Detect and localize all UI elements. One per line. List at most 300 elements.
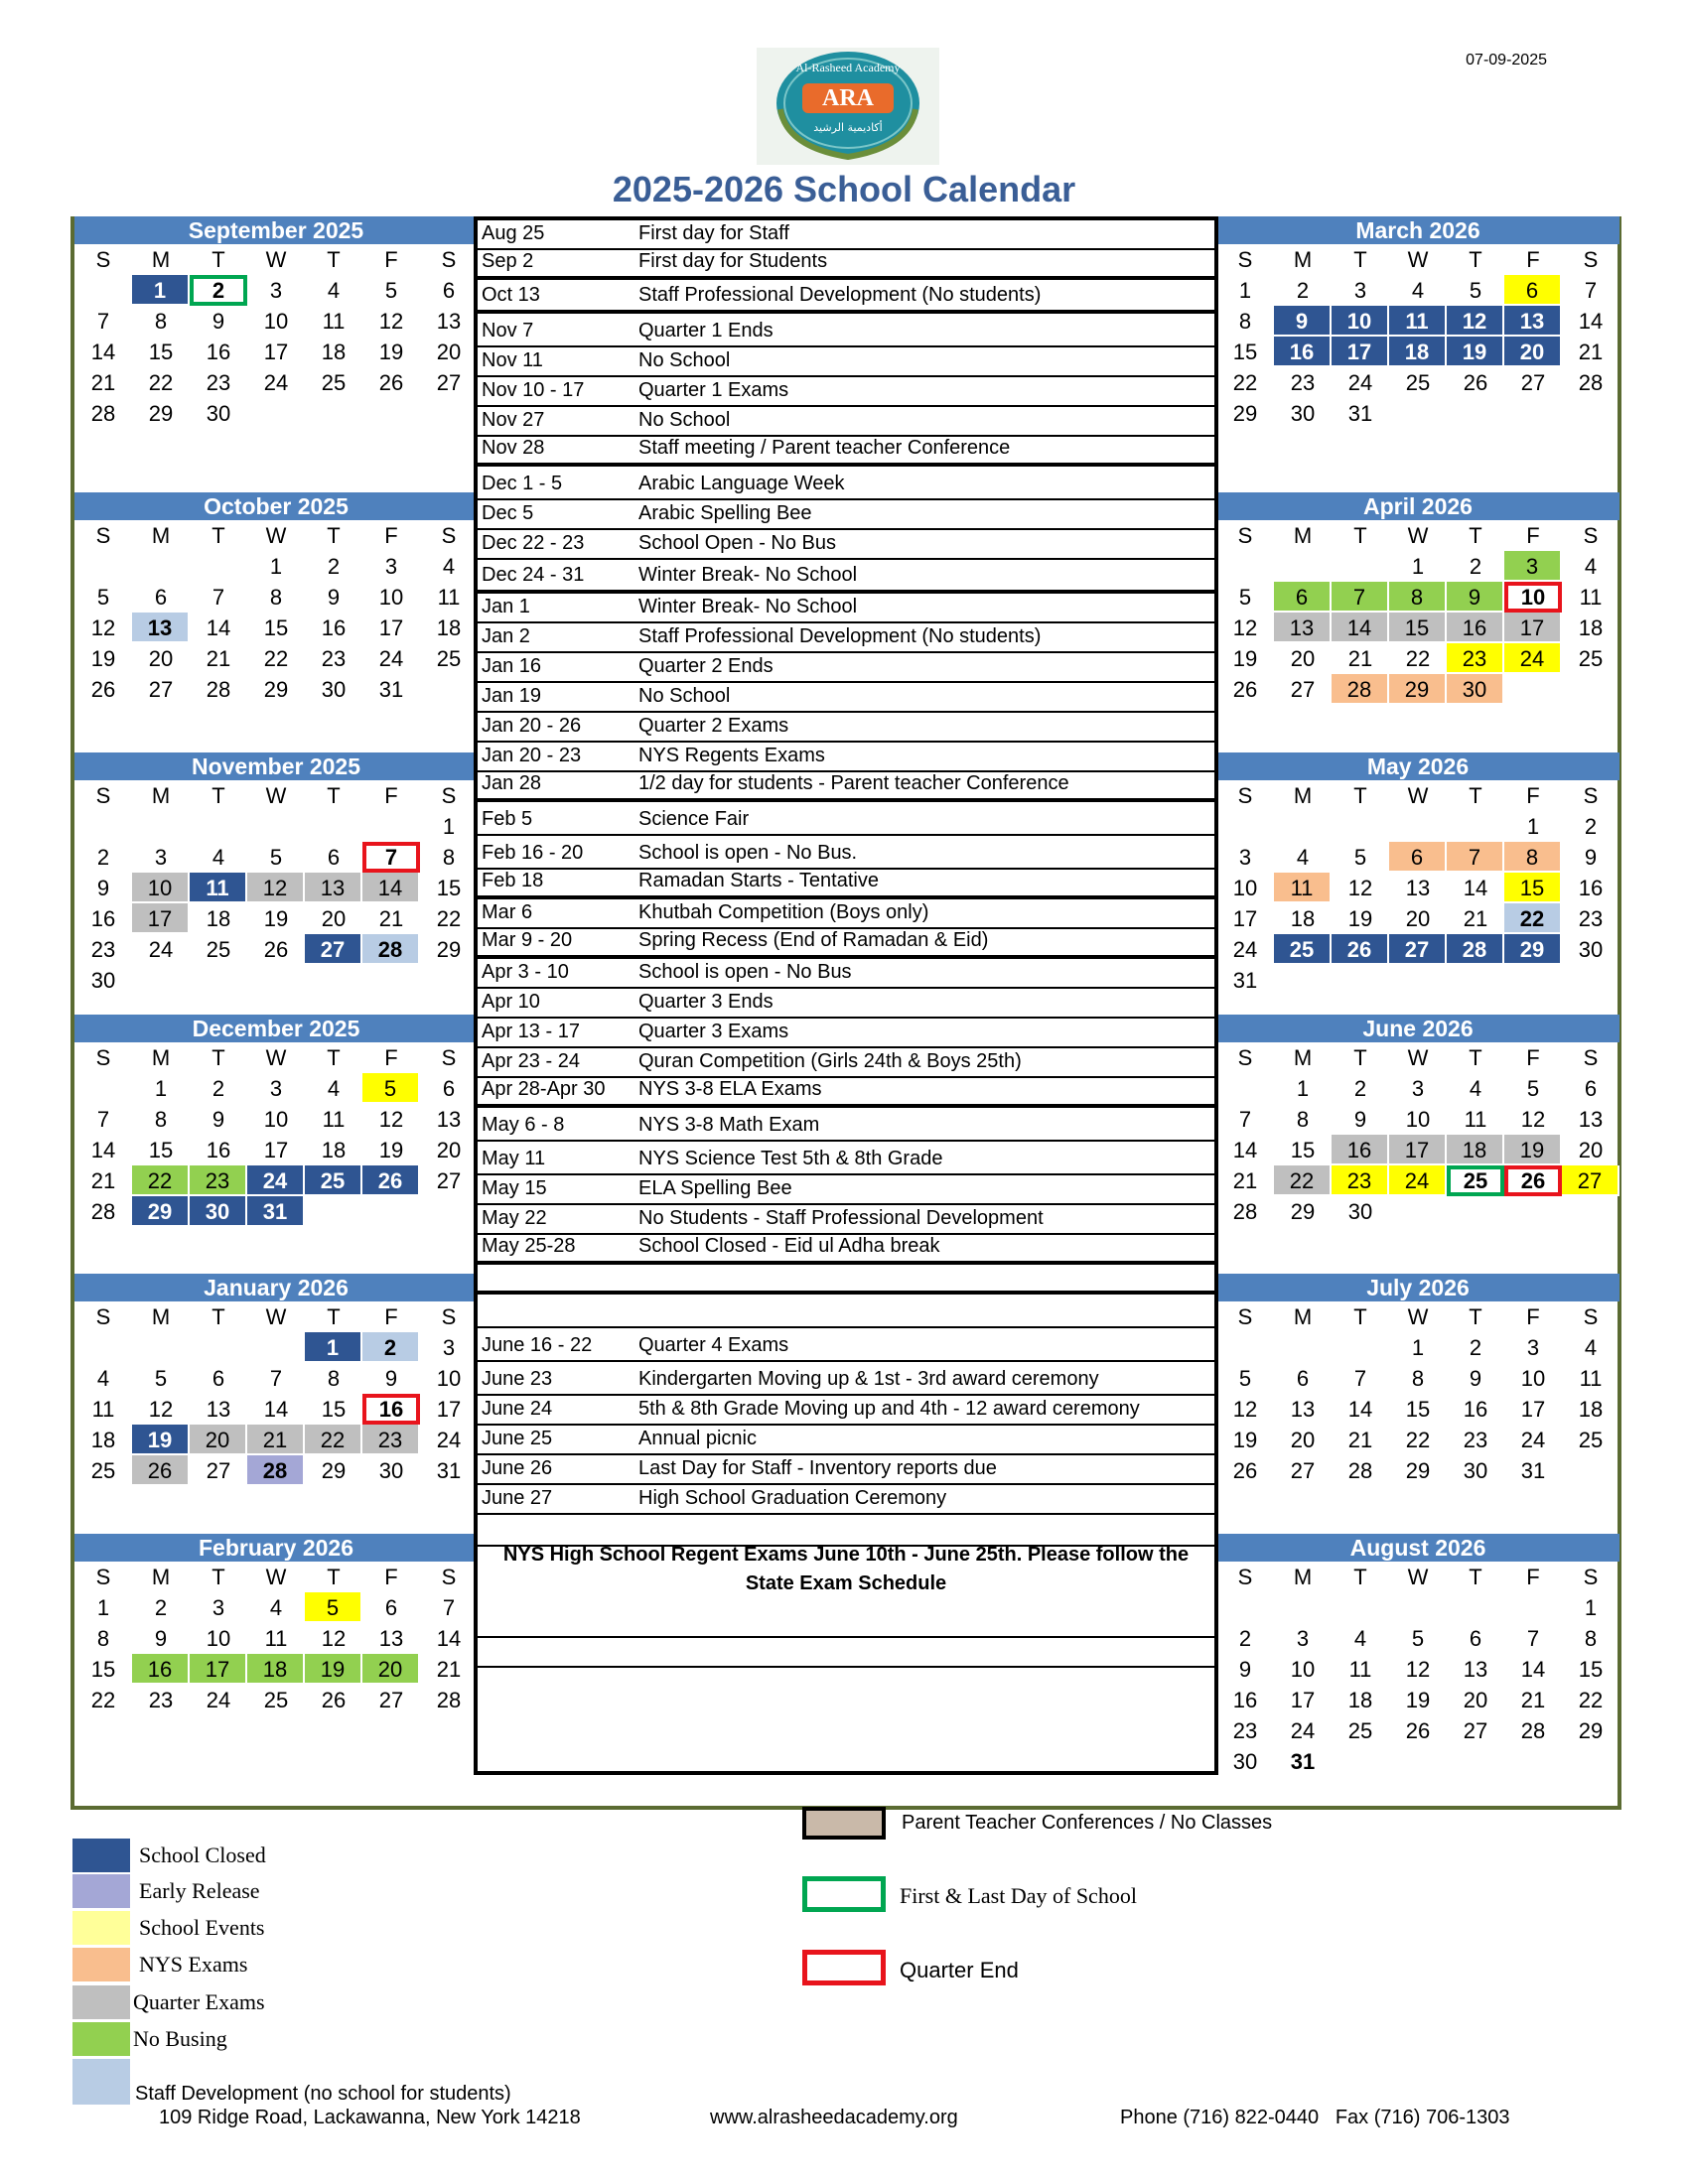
calendar-day: 8 [327,1366,341,1391]
weekday-label: F [1526,523,1540,548]
event-description: No Students - Staff Professional Development [638,1207,1044,1229]
calendar-day: 11 [91,1397,115,1422]
calendar-day: 24 [263,370,289,395]
calendar-day: 20 [1290,1428,1316,1452]
event-row [478,836,1214,870]
calendar-day: 8 [1238,309,1252,334]
event-row [478,1455,1214,1485]
calendar-day: 3 [1353,278,1367,303]
event-description: Spring Recess (End of Ramadan & Eid) [638,929,989,951]
calendar-day: 29 [1290,1199,1316,1224]
calendar-day: 9 [327,585,341,610]
calendar-day: 27 [436,1168,462,1193]
empty-day [1447,811,1504,842]
calendar-day: 12 [1232,1397,1258,1422]
event-row [478,560,1214,594]
calendar-day: 6 [1296,1366,1310,1391]
weekday-label: F [1526,247,1540,272]
weekday-label: S [95,247,111,272]
calendar-day: 26 [1232,1458,1258,1483]
event-row-blank [478,1608,1214,1638]
calendar-day: 14 [90,340,116,364]
month-title: August 2026 [1216,1534,1619,1562]
calendar-day: 26 [321,1688,347,1712]
calendar-day: 27 [436,370,462,395]
empty-day [74,811,132,842]
weekday-label: S [1583,247,1599,272]
event-row [478,1328,1214,1362]
calendar-day: 1 [1296,1076,1310,1101]
month-october-2025 [74,492,478,705]
event-row [478,772,1214,802]
calendar-day: 12 [148,1397,174,1422]
weekday-label: S [1583,1304,1599,1329]
weekday-label: T [211,1565,225,1589]
calendar-day: 9 [384,1366,398,1391]
empty-day [74,1073,132,1104]
calendar-day: 9 [1274,306,1332,337]
weekday-label: T [1469,1045,1482,1070]
calendar-day: 9 [1469,1366,1482,1391]
calendar-day: 14 [1332,613,1389,643]
event-date: Jan 19 [482,685,542,707]
event-row [478,959,1214,989]
calendar-day: 18 [1447,1135,1504,1165]
legend-swatch [72,1911,130,1945]
legend-swatch [72,1874,130,1908]
calendar-day: 10 [378,585,404,610]
calendar-day: 7 [442,1595,456,1620]
calendar-day: 6 [442,278,456,303]
calendar-day: 25 [263,1688,289,1712]
calendar-day: 11 [322,1107,346,1132]
calendar-day: 5 [1238,1366,1252,1391]
calendar-day: 30 [1578,937,1604,962]
month-grid [74,244,478,429]
calendar-day: 6 [1389,842,1447,873]
month-title: April 2026 [1216,492,1619,520]
calendar-day: 22 [1232,370,1258,395]
calendar-day: 22 [1405,1428,1431,1452]
legend-swatch [72,1839,130,1872]
calendar-day: 9 [1353,1107,1367,1132]
calendar-day: 8 [1504,842,1562,873]
event-description: Staff meeting / Parent teacher Conference [638,437,1011,459]
calendar-day: 2 [1296,278,1310,303]
calendar-day: 6 [1274,582,1332,613]
calendar-day: 30 [1447,674,1504,705]
calendar-day: 1 [1238,278,1252,303]
calendar-day: 13 [132,613,190,643]
calendar-day: 3 [1504,551,1562,582]
weekday-label: T [327,523,341,548]
calendar-day: 18 [247,1654,305,1685]
weekday-label: F [384,1304,398,1329]
calendar-day: 17 [1504,613,1562,643]
calendar-day: 2 [1584,814,1598,839]
calendar-day: 14 [263,1397,289,1422]
calendar-day: 20 [1290,646,1316,671]
calendar-day: 21 [90,370,116,395]
empty-day [1216,1332,1274,1363]
event-date: Mar 9 - 20 [482,929,573,951]
calendar-day: 30 [190,1196,247,1227]
weekday-label: T [211,523,225,548]
empty-day [362,811,420,842]
month-march-2026 [1216,216,1619,429]
calendar-day: 14 [362,873,420,903]
calendar-day: 27 [1290,677,1316,702]
event-description: School is open - No Bus. [638,842,858,864]
empty-day [1504,1592,1562,1623]
calendar-day: 10 [1520,1366,1546,1391]
event-description: Arabic Spelling Bee [638,502,812,524]
calendar-day: 6 [1504,275,1562,306]
weekday-label: S [95,1304,111,1329]
calendar-day: 29 [321,1458,347,1483]
calendar-day: 2 [1353,1076,1367,1101]
empty-day [1216,551,1274,582]
empty-day [74,1332,132,1363]
calendar-day: 10 [263,1107,289,1132]
calendar-day: 4 [1411,278,1425,303]
weekday-label: S [441,1565,457,1589]
calendar-day: 28 [362,934,420,965]
weekday-label: W [1407,783,1429,808]
calendar-day: 14 [1347,1397,1373,1422]
month-grid [74,520,478,705]
event-description: Arabic Language Week [638,473,845,494]
footer-address: 109 Ridge Road, Lackawanna, New York 14218 [159,2107,581,2128]
weekday-label: T [1353,1304,1367,1329]
event-description: NYS Science Test 5th & 8th Grade [638,1148,943,1169]
calendar-day: 15 [148,340,174,364]
calendar-day: 11 [1579,585,1603,610]
calendar-day: 23 [90,937,116,962]
event-row [478,347,1214,377]
weekday-label: S [95,1565,111,1589]
calendar-day: 20 [321,906,347,931]
empty-day [247,1332,305,1363]
month-february-2026 [74,1534,478,1715]
calendar-day: 28 [1232,1199,1258,1224]
calendar-day: 29 [132,1196,190,1227]
calendar-day: 4 [327,278,341,303]
event-row [478,1485,1214,1515]
event-description: School Open - No Bus [638,532,836,554]
event-row-blank [478,1638,1214,1668]
calendar-day: 2 [211,1076,225,1101]
month-title: May 2026 [1216,752,1619,780]
calendar-day: 16 [321,615,347,640]
calendar-day: 23 [148,1688,174,1712]
weekday-label: S [1583,783,1599,808]
calendar-day: 22 [1405,646,1431,671]
calendar-day: 1 [1526,814,1540,839]
calendar-day: 9 [96,876,110,900]
calendar-day: 13 [305,873,362,903]
weekday-label: T [211,783,225,808]
event-date: Dec 1 - 5 [482,473,563,494]
weekday-label: M [1293,247,1313,272]
event-description: Ramadan Starts - Tentative [638,870,879,891]
calendar-day: 30 [206,401,231,426]
calendar-day: 13 [1504,306,1562,337]
calendar-day: 24 [1389,1165,1447,1196]
calendar-day: 3 [211,1595,225,1620]
calendar-day: 4 [1469,1076,1482,1101]
calendar-day: 20 [436,340,462,364]
event-date: Nov 28 [482,437,545,459]
event-date: Dec 24 - 31 [482,564,585,586]
event-row [478,1205,1214,1235]
event-date: Aug 25 [482,222,545,244]
legend-label: NYS Exams [139,1952,248,1977]
weekday-label: T [211,247,225,272]
calendar-day: 19 [90,646,116,671]
month-grid [1216,1042,1619,1227]
calendar-day: 14 [1232,1138,1258,1162]
calendar-day: 1 [1411,554,1425,579]
calendar-day: 24 [206,1688,231,1712]
month-august-2026 [1216,1534,1619,1777]
calendar-day: 5 [1469,278,1482,303]
footer-phone-fax: Phone (716) 822-0440 Fax (716) 706-1303 [1120,2107,1510,2128]
empty-day [1274,551,1332,582]
calendar-day: 17 [132,903,190,934]
calendar-day: 10 [1290,1657,1316,1682]
calendar-day: 12 [321,1626,347,1651]
event-date: June 16 - 22 [482,1334,593,1356]
calendar-day: 22 [263,646,289,671]
calendar-day: 22 [1578,1688,1604,1712]
calendar-day: 16 [206,1138,231,1162]
calendar-day: 31 [1347,401,1373,426]
calendar-day: 29 [263,677,289,702]
calendar-day: 21 [378,906,404,931]
calendar-day: 24 [1504,643,1562,674]
weekday-label: W [265,247,287,272]
event-date: Apr 23 - 24 [482,1050,580,1072]
event-row [478,1078,1214,1108]
calendar-day: 31 [247,1196,305,1227]
calendar-day: 7 [211,585,225,610]
calendar-day: 20 [190,1425,247,1455]
calendar-day: 19 [1405,1688,1431,1712]
calendar-day: 19 [378,1138,404,1162]
weekday-label: S [441,783,457,808]
calendar-day: 25 [1447,1165,1504,1196]
calendar-day: 5 [1238,585,1252,610]
event-date: Nov 27 [482,409,545,431]
event-description: No School [638,409,731,431]
event-date: June 23 [482,1368,553,1390]
weekday-label: F [1526,1304,1540,1329]
calendar-day: 7 [1447,842,1504,873]
weekday-label: T [327,1045,341,1070]
weekday-label: F [1526,783,1540,808]
calendar-day: 10 [436,1366,462,1391]
calendar-day: 7 [362,842,420,873]
calendar-day: 2 [327,554,341,579]
event-date: Apr 10 [482,991,540,1013]
event-description: Quarter 1 Ends [638,320,774,341]
event-row [478,713,1214,743]
calendar-day: 15 [148,1138,174,1162]
empty-day [1447,1592,1504,1623]
calendar-day: 20 [436,1138,462,1162]
event-date: Jan 16 [482,655,542,677]
calendar-day: 29 [148,401,174,426]
calendar-day: 3 [269,278,283,303]
event-date: Feb 5 [482,808,533,830]
month-grid [1216,520,1619,705]
event-row [478,467,1214,500]
event-date: Nov 11 [482,349,543,371]
weekday-label: M [1293,783,1313,808]
revision-date: 07-09-2025 [1466,52,1547,68]
calendar-day: 9 [1447,582,1504,613]
calendar-day: 4 [269,1595,283,1620]
calendar-day: 25 [206,937,231,962]
calendar-day: 10 [206,1626,231,1651]
calendar-day: 18 [1578,1397,1604,1422]
weekday-label: S [95,783,111,808]
calendar-day: 7 [96,309,110,334]
calendar-day: 8 [269,585,283,610]
calendar-day: 12 [1405,1657,1431,1682]
calendar-day: 18 [206,906,231,931]
weekday-label: T [1469,247,1482,272]
weekday-label: M [151,1045,171,1070]
calendar-day: 11 [1579,1366,1603,1391]
event-description: School is open - No Bus [638,961,852,983]
weekday-label: W [265,1565,287,1589]
calendar-day: 21 [1232,1168,1258,1193]
calendar-day: 26 [362,1165,420,1196]
calendar-day: 26 [263,937,289,962]
weekday-label: F [384,1565,398,1589]
calendar-day: 12 [1232,615,1258,640]
event-date: Feb 18 [482,870,544,891]
calendar-day: 14 [206,615,231,640]
calendar-day: 13 [1290,1397,1316,1422]
event-row [478,1295,1214,1328]
calendar-day: 16 [1447,613,1504,643]
weekday-label: T [1353,523,1367,548]
calendar-day: 30 [90,968,116,993]
event-description: NYS Regents Exams [638,745,825,766]
event-date: Nov 10 - 17 [482,379,585,401]
calendar-day: 8 [1411,1366,1425,1391]
legend-swatch [72,2022,130,2056]
event-date: Feb 16 - 20 [482,842,584,864]
calendar-day: 4 [96,1366,110,1391]
calendar-day: 1 [132,275,190,306]
month-april-2026 [1216,492,1619,705]
ptc-key-label: Parent Teacher Conferences / No Classes [902,1812,1273,1834]
weekday-label: F [1526,1565,1540,1589]
calendar-day: 26 [1405,1718,1431,1743]
calendar-day: 13 [1274,613,1332,643]
calendar-day: 21 [1347,1428,1373,1452]
empty-day [1274,1592,1332,1623]
calendar-day: 5 [1353,845,1367,870]
calendar-day: 17 [263,340,289,364]
calendar-day: 19 [305,1654,362,1685]
calendar-day: 8 [154,1107,168,1132]
calendar-day: 5 [305,1592,362,1623]
calendar-day: 11 [1274,873,1332,903]
empty-day [132,811,190,842]
calendar-day: 4 [1296,845,1310,870]
event-description: Quarter 4 Exams [638,1334,789,1356]
month-title: September 2025 [74,216,478,244]
weekday-label: W [1407,1565,1429,1589]
calendar-day: 19 [378,340,404,364]
footer-website[interactable]: www.alrasheedacademy.org [710,2107,958,2128]
event-description: Quarter 1 Exams [638,379,789,401]
calendar-day: 24 [378,646,404,671]
event-date: Dec 22 - 23 [482,532,585,554]
calendar-day: 3 [154,845,168,870]
calendar-day: 6 [442,1076,456,1101]
calendar-day: 1 [154,1076,168,1101]
event-row [478,594,1214,623]
calendar-day: 13 [1405,876,1431,900]
calendar-day: 16 [132,1654,190,1685]
calendar-day: 29 [1578,1718,1604,1743]
empty-day [1332,1332,1389,1363]
empty-day [1389,1592,1447,1623]
calendar-day: 15 [1504,873,1562,903]
weekday-label: M [151,523,171,548]
calendar-day: 30 [1232,1749,1258,1774]
calendar-day: 17 [190,1654,247,1685]
event-description: NYS 3-8 ELA Exams [638,1078,822,1100]
month-title: June 2026 [1216,1015,1619,1042]
month-title: January 2026 [74,1274,478,1301]
calendar-day: 8 [1296,1107,1310,1132]
calendar-day: 21 [1347,646,1373,671]
first-last-key-label: First & Last Day of School [900,1883,1137,1908]
empty-day [1274,811,1332,842]
calendar-day: 17 [263,1138,289,1162]
calendar-day: 2 [190,275,247,306]
calendar-day: 20 [148,646,174,671]
event-date: Jan 28 [482,772,542,794]
calendar-day: 13 [436,309,462,334]
calendar-day: 17 [1520,1397,1546,1422]
event-row [478,1108,1214,1142]
calendar-day: 3 [1238,845,1252,870]
calendar-day: 25 [1578,646,1604,671]
weekday-label: T [327,783,341,808]
empty-day [1332,811,1389,842]
calendar-day: 11 [1348,1657,1372,1682]
calendar-day: 26 [1232,677,1258,702]
event-row [478,1396,1214,1426]
legend-label: School Closed [139,1843,266,1867]
calendar-day: 11 [322,309,346,334]
calendar-day: 18 [321,340,347,364]
event-row [478,530,1214,560]
calendar-day: 25 [305,1165,362,1196]
event-description: ELA Spelling Bee [638,1177,792,1199]
month-title: February 2026 [74,1534,478,1562]
event-date: Jan 2 [482,625,530,647]
calendar-day: 23 [321,646,347,671]
